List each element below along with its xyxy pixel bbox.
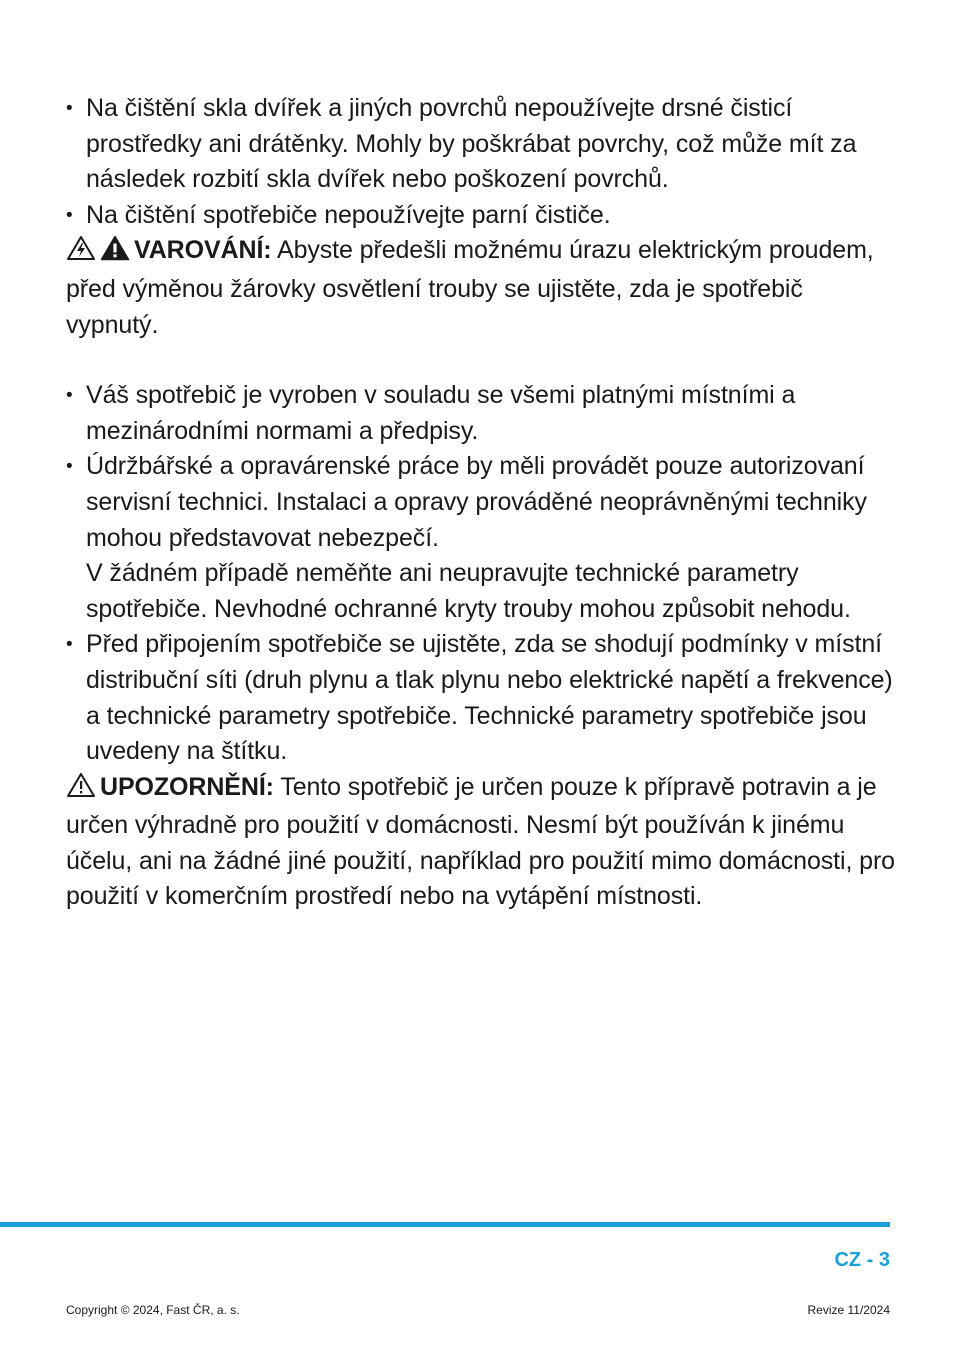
bullet-dot: • xyxy=(66,456,73,478)
list-item xyxy=(66,627,896,769)
list-item-text-continued: V žádném případě neměňte ani neupravujte technické parametry spotřebiče. Nevhodné ochranné kryty trouby mohou způsobit nehodu. xyxy=(86,559,851,623)
manual-body xyxy=(66,91,896,915)
caution-text: Tento spotřebič je určen pouze k přípravě potravin a je určen výhradně pro použití v domácnosti. Nesmí být používán k jinému účelu, ani na žádné jiné použití, například pro použití mimo domácnosti, pro použití v komerčním prostředí nebo na vytápění místnosti. xyxy=(66,772,895,911)
copyright-text: Copyright © 2024, Fast ČR, a. s. xyxy=(66,1303,240,1317)
list-item xyxy=(66,91,896,198)
spacer xyxy=(66,343,896,378)
caution-label: UPOZORNĚNÍ: xyxy=(100,772,274,801)
list-item-text: Na čištění skla dvířek a jiných povrchů nepoužívejte drsné čisticí prostředky ani drátěnky. Mohly by poškrábat povrchy, což může mít za následek rozbití skla dvířek nebo poškození povrchů. xyxy=(86,94,857,194)
page-number: CZ - 3 xyxy=(834,1249,890,1271)
list-item xyxy=(66,198,896,234)
revision-text: Revize 11/2024 xyxy=(807,1303,890,1317)
list-item xyxy=(66,378,896,449)
footer-divider xyxy=(0,1222,890,1227)
warning-text: Abyste předešli možnému úrazu elektrickým proudem, před výměnou žárovky osvětlení trouby se ujistěte, zda je spotřebič vypnutý. xyxy=(66,236,874,339)
list-item-text: Údržbářské a opravárenské práce by měli provádět pouze autorizovaní servisní technici. Instalaci a opravy prováděné neoprávněnými techniky mohou představovat nebezpečí. xyxy=(86,452,867,552)
bullet-dot: • xyxy=(66,634,73,656)
caution-icon xyxy=(66,772,96,809)
bullet-dot: • xyxy=(66,204,73,226)
warning-icon xyxy=(100,235,130,272)
list-item-text: Před připojením spotřebiče se ujistěte, zda se shodují podmínky v místní distribuční síti (druh plynu a tlak plynu nebo elektrické napětí a frekvence) a technické parametry spotřebiče. Technické parametry spotřebiče jsou uvedeny na štítku. xyxy=(86,630,893,766)
list-item-text: Na čištění spotřebiče nepoužívejte parní čističe. xyxy=(86,200,611,229)
caution-paragraph xyxy=(66,770,896,915)
electric-hazard-icon xyxy=(66,235,96,272)
list-item-text: Váš spotřebič je vyroben v souladu se všemi platnými místními a mezinárodními normami a předpisy. xyxy=(86,381,796,445)
warning-label: VAROVÁNÍ: xyxy=(134,236,272,265)
warning-paragraph xyxy=(66,233,896,343)
list-item xyxy=(66,449,896,627)
bullet-dot: • xyxy=(66,385,73,407)
bullet-dot: • xyxy=(66,98,73,119)
